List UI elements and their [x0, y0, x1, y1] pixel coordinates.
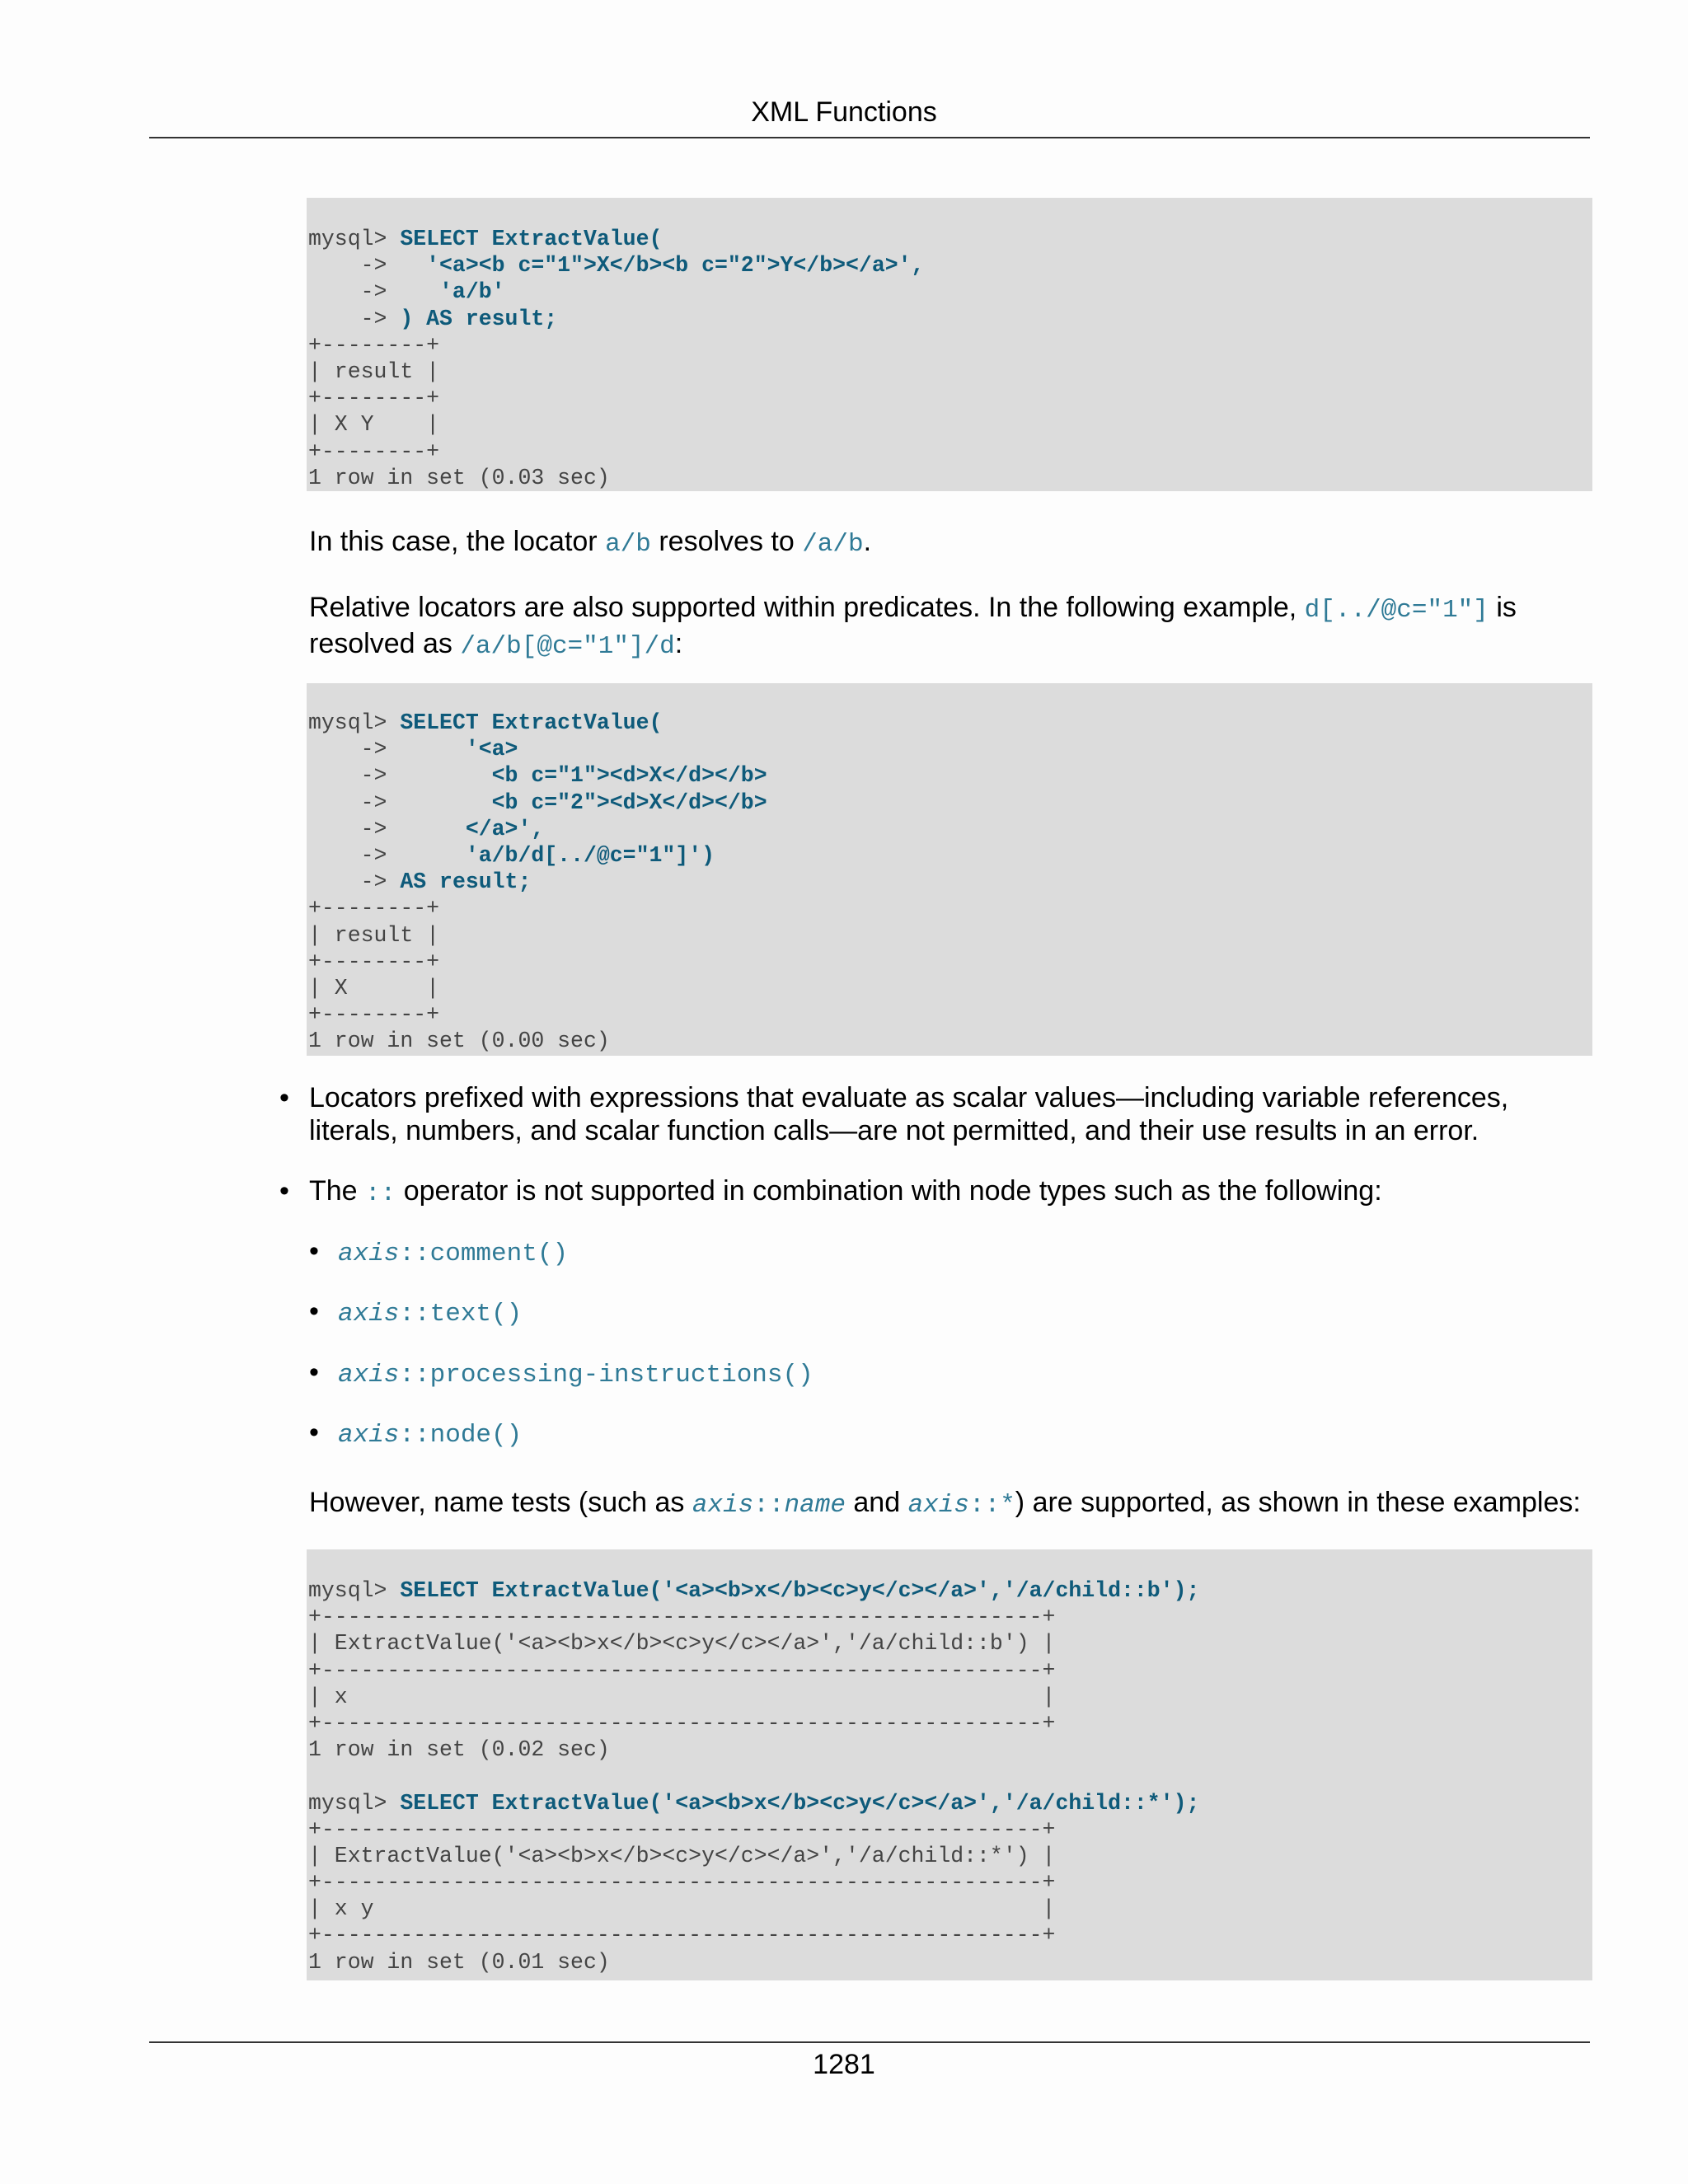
code-line: 1 row in set (0.01 sec) — [308, 1949, 610, 1975]
code-line: | X | — [308, 975, 440, 1001]
code-block-child-axis-examples — [307, 1549, 1592, 1980]
code-line: +-------------------------------------------------------+ — [308, 1816, 1056, 1842]
code-line: mysql> SELECT ExtractValue('<a><b>x</b><c>y</c></a>','/a/child::b'); — [308, 1578, 1200, 1603]
code-line: -> '<a> — [308, 737, 518, 762]
sub-item-text: • axis::text() — [309, 1296, 523, 1329]
code-line: +--------+ — [308, 438, 440, 464]
code-line: +-------------------------------------------------------+ — [308, 1870, 1056, 1896]
code-line: | X Y | — [308, 412, 440, 438]
code-line: -> ) AS result; — [308, 306, 558, 331]
page-header-title: XML Functions — [751, 96, 937, 128]
code-line: | result | — [308, 359, 440, 384]
code-line: -> </a>', — [308, 816, 545, 841]
code-line: -> AS result; — [308, 869, 532, 895]
code-line: +-------------------------------------------------------+ — [308, 1923, 1056, 1948]
code-line: -> '<a><b c="1">X</b><b c="2">Y</b></a>', — [308, 253, 925, 279]
inline-code-slash-a-b: /a/b — [802, 530, 864, 559]
code-line: | x | — [308, 1684, 1056, 1709]
sub-item-comment: • axis::comment() — [309, 1235, 569, 1268]
paragraph-relative-locators: Relative locators are also supported within predicates. In the following example, d[../@c="1"] is resolved as /a/b[@c="1"]/d: — [309, 592, 1517, 661]
code-line: +--------+ — [308, 386, 440, 411]
paragraph-locator-resolves: In this case, the locator a/b resolves to /a/b. — [309, 526, 872, 559]
code-line: +--------+ — [308, 949, 440, 974]
code-line: +-------------------------------------------------------+ — [308, 1605, 1056, 1630]
code-line: mysql> SELECT ExtractValue( — [308, 227, 663, 251]
sub-item-processing-instructions: • axis::processing-instructions() — [309, 1357, 814, 1390]
bullet-axis-operator: • The :: operator is not supported in combination with node types such as the following: — [279, 1175, 1382, 1208]
code-line: +--------+ — [308, 1002, 440, 1028]
inline-code-double-colon: :: — [365, 1179, 396, 1208]
inline-code-a-b: a/b — [605, 530, 651, 559]
bullet-scalar-locators: • Locators prefixed with expressions that evaluate as scalar values—including variable references, literals, numbers, and scalar function calls—are not permitted, and their use results in an error. — [279, 1082, 1509, 1146]
code-line: +-------------------------------------------------------+ — [308, 1657, 1056, 1683]
footer-rule — [149, 2041, 1590, 2043]
code-line: mysql> SELECT ExtractValue( — [308, 710, 663, 735]
code-line: -> 'a/b' — [308, 279, 505, 305]
paragraph-name-tests: However, name tests (such as axis::name and axis::*) are supported, as shown in these examples: — [309, 1487, 1581, 1520]
code-line: 1 row in set (0.02 sec) — [308, 1737, 610, 1763]
code-line: +-------------------------------------------------------+ — [308, 1710, 1056, 1736]
code-line: | ExtractValue('<a><b>x</b><c>y</c></a>','/a/child::*') | — [308, 1843, 1056, 1868]
code-line: +--------+ — [308, 332, 440, 358]
code-line: | result | — [308, 922, 440, 948]
code-block-relative-predicate — [307, 683, 1592, 1056]
code-line: mysql> SELECT ExtractValue('<a><b>x</b><c>y</c></a>','/a/child::*'); — [308, 1790, 1200, 1816]
page-number: 1281 — [813, 2049, 875, 2080]
code-line: 1 row in set (0.03 sec) — [308, 465, 610, 490]
inline-code-resolved-path: /a/b[@c="1"]/d — [460, 632, 675, 661]
bullet-dot: • — [279, 1175, 289, 1207]
code-line: -> 'a/b/d[../@c="1"]') — [308, 842, 715, 868]
sub-item-node: • axis::node() — [309, 1417, 523, 1450]
code-line: | ExtractValue('<a><b>x</b><c>y</c></a>','/a/child::b') | — [308, 1631, 1056, 1657]
code-line: -> <b c="1"><d>X</d></b> — [308, 763, 767, 789]
code-line: -> <b c="2"><d>X</d></b> — [308, 790, 767, 815]
code-line: | x y | — [308, 1896, 1056, 1922]
code-line: +--------+ — [308, 896, 440, 921]
code-line: 1 row in set (0.00 sec) — [308, 1029, 610, 1054]
bullet-dot: • — [279, 1082, 289, 1113]
code-line — [308, 1763, 1592, 1789]
header-rule — [149, 137, 1590, 138]
inline-code-predicate: d[../@c="1"] — [1304, 596, 1489, 625]
code-block-extractvalue-a-b — [307, 198, 1592, 491]
